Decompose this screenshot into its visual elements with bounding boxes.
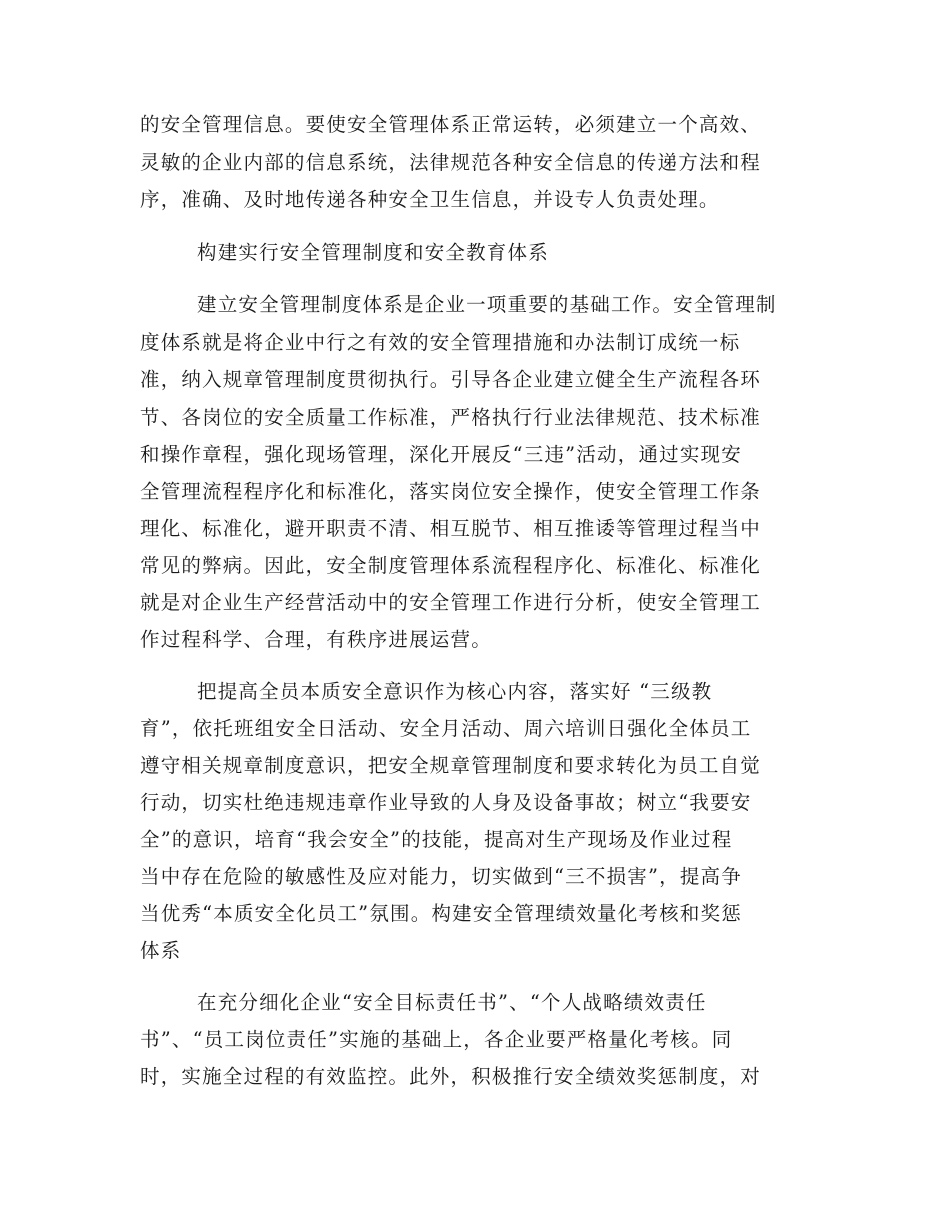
text-line: 度体系就是将企业中行之有效的安全管理措施和办法制订成统一标 — [140, 331, 741, 354]
text-line: 当优秀“本质安全化员工”氛围。构建安全管理绩效量化考核和奖惩 — [140, 902, 742, 925]
text-line: 全”的意识，培育“我会安全”的技能，提高对生产现场及作业过程 — [140, 828, 733, 851]
text-line: 灵敏的企业内部的信息系统，法律规范各种安全信息的传递方法和程 — [140, 151, 762, 174]
heading-text: 构建实行安全管理制度和安全教育体系 — [197, 241, 549, 264]
text-line: 常见的弊病。因此，安全制度管理体系流程程序化、标准化、标准化 — [140, 554, 762, 577]
text-line: 行动，切实杜绝违规违章作业导致的人身及设备事故；树立“我要安 — [140, 791, 752, 814]
text-line: 当中存在危险的敏感性及应对能力，切实做到“三不损害”，提高争 — [140, 865, 742, 888]
text-line: 书”、“员工岗位责任”实施的基础上，各企业要严格量化考核。同 — [140, 1028, 733, 1051]
text-line: 作过程科学、合理，有秩序进展运营。 — [140, 628, 492, 651]
text-line: 序，准确、及时地传递各种安全卫生信息，并设专人负责处理。 — [140, 188, 720, 211]
text-line: 时，实施全过程的有效监控。此外，积极推行安全绩效奖惩制度，对 — [140, 1065, 762, 1088]
text-line: 建立安全管理制度体系是企业一项重要的基础工作。安全管理制 — [197, 293, 777, 316]
text-line: 准，纳入规章管理制度贯彻执行。引导各企业建立健全生产流程各环 — [140, 368, 762, 391]
text-line: 节、各岗位的安全质量工作标准，严格执行行业法律规范、技术标准 — [140, 406, 762, 429]
text-line: 全管理流程程序化和标准化，落实岗位安全操作，使安全管理工作条 — [140, 480, 762, 503]
text-line: 就是对企业生产经营活动中的安全管理工作进行分析，使安全管理工 — [140, 591, 762, 614]
text-line: 遵守相关规章制度意识，把安全规章管理制度和要求转化为员工自觉 — [140, 754, 762, 777]
text-line: 的安全管理信息。要使安全管理体系正常运转，必须建立一个高效、 — [140, 113, 762, 136]
text-line: 体系 — [140, 939, 182, 962]
text-line: 把提高全员本质安全意识作为核心内容，落实好 “三级教 — [197, 680, 713, 703]
text-line: 在充分细化企业“安全目标责任书”、“个人战略绩效责任 — [197, 991, 707, 1014]
text-line: 育”，依托班组安全日活动、安全月活动、周六培训日强化全体员工 — [140, 717, 752, 740]
text-line: 和操作章程，强化现场管理，深化开展反“三违”活动，通过实现安 — [140, 443, 742, 466]
text-line: 理化、标准化，避开职责不清、相互脱节、相互推诿等管理过程当中 — [140, 517, 762, 540]
